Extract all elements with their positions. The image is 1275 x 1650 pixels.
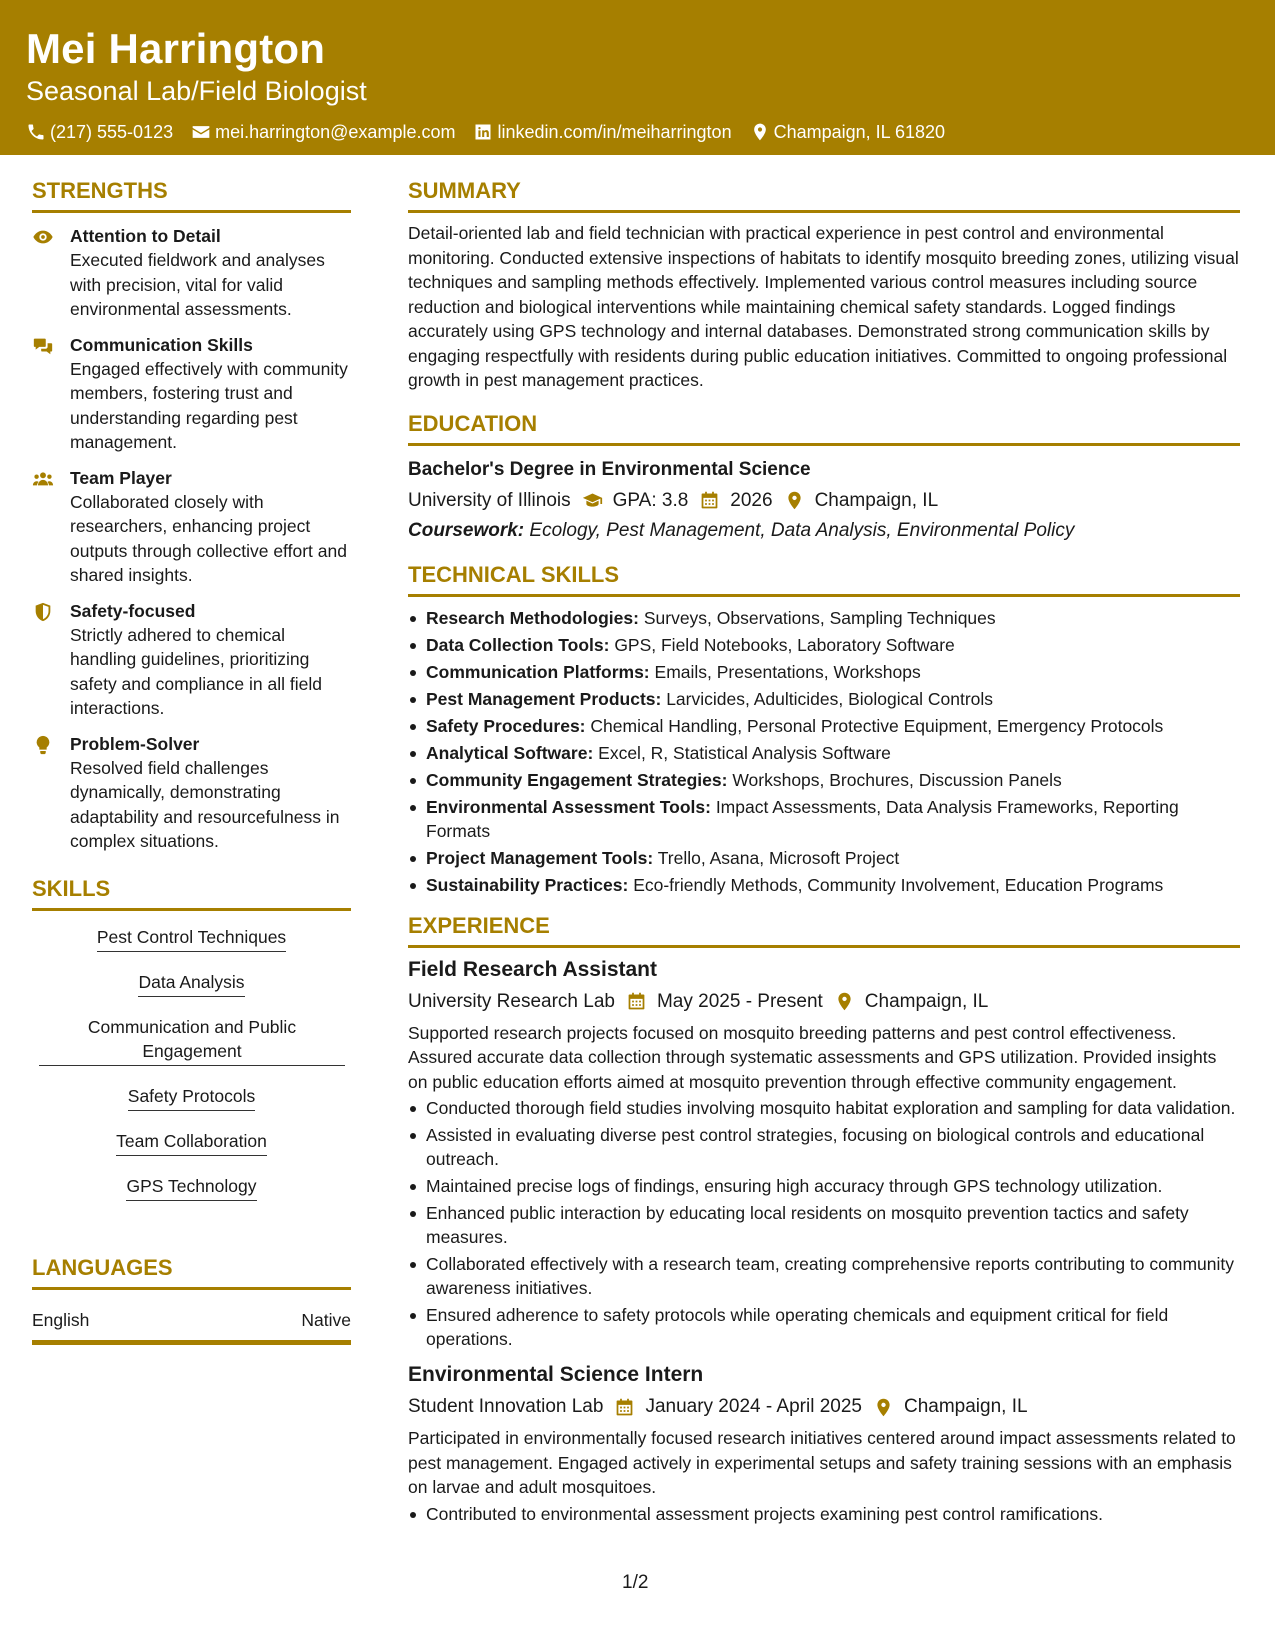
education-year: 2026 (730, 489, 773, 511)
strength-desc: Executed fieldwork and analyses with precision, vital for valid environmental assessments. (70, 250, 325, 319)
languages-heading: LANGUAGES (32, 1253, 351, 1290)
experience-heading: EXPERIENCE (408, 911, 1240, 948)
strength-item (32, 466, 351, 588)
tech-skill-label: Environmental Assessment Tools: (426, 796, 711, 817)
list-item: Collaborated effectively with a research team, creating comprehensive reports contributing to community awareness initiatives. (408, 1252, 1240, 1300)
education-meta (408, 486, 1240, 516)
education-location: Champaign, IL (814, 489, 939, 511)
contact-email[interactable] (191, 121, 455, 143)
list-item (408, 633, 1240, 657)
job-title: Environmental Science Intern (408, 1363, 704, 1386)
strength-title: Team Player (70, 467, 172, 488)
job-entry (408, 1361, 1240, 1526)
contact-linkedin[interactable] (473, 121, 731, 143)
contact-location (750, 121, 945, 143)
strengths-heading: STRENGTHS (32, 176, 351, 213)
candidate-name: Mei Harrington (26, 25, 326, 72)
candidate-title: Seasonal Lab/Field Biologist (26, 76, 367, 106)
tech-skill-label: Project Management Tools: (426, 847, 654, 868)
map-marker-icon (873, 1397, 894, 1418)
language-name: English (32, 1309, 90, 1330)
list-item: Ensured adherence to safety protocols while operating chemicals and equipment critical for field operations. (408, 1303, 1240, 1351)
linkedin-icon (473, 122, 493, 142)
language-row (32, 1308, 351, 1345)
job-bullets (408, 1096, 1240, 1351)
strength-title: Problem-Solver (70, 733, 200, 754)
tech-skill-label: Community Engagement Strategies: (426, 769, 728, 790)
technical-skills-heading: TECHNICAL SKILLS (408, 560, 1240, 597)
job-bullets (408, 1502, 1240, 1526)
tech-skill-value: Impact Assessments, Data Analysis Frameworks, Reporting Formats (426, 796, 1179, 841)
list-item (408, 687, 1240, 711)
education-coursework (408, 517, 1240, 545)
job-meta (408, 987, 1240, 1017)
skill-tag: Communication and Public Engagement (39, 1015, 345, 1066)
list-item (408, 768, 1240, 792)
job-description: Participated in environmentally focused research initiatives centered around impact assessments related to pest management. Engaged actively in experimental setups and safety training sessions with an emphasis on larvae and adult mosquitoes. (408, 1428, 1236, 1497)
left-column (32, 176, 351, 1345)
list-item: Maintained precise logs of findings, ensuring high accuracy through GPS technology utilization. (408, 1174, 1240, 1198)
contact-row (26, 121, 1275, 143)
strength-desc: Resolved field challenges dynamically, demonstrating adaptability and resourcefulness in complex situations. (70, 757, 340, 851)
tech-skill-label: Sustainability Practices: (426, 874, 629, 895)
list-item: Assisted in evaluating diverse pest control strategies, focusing on biological controls and educational outreach. (408, 1123, 1240, 1171)
map-marker-icon (750, 122, 770, 142)
tech-skill-value: GPS, Field Notebooks, Laboratory Software (614, 634, 955, 655)
job-dates: May 2025 - Present (656, 990, 823, 1012)
map-marker-icon (784, 490, 805, 511)
users-icon (32, 468, 54, 490)
job-org: Student Innovation Lab (408, 1396, 604, 1417)
tech-skill-label: Analytical Software: (426, 742, 594, 763)
tech-skill-value: Chemical Handling, Personal Protective Equipment, Emergency Protocols (590, 715, 1164, 736)
calendar-icon (699, 490, 720, 511)
phone-text: (217) 555-0123 (50, 122, 174, 142)
job-title: Field Research Assistant (408, 957, 657, 981)
comments-icon (32, 335, 54, 357)
skill-tag: Safety Protocols (128, 1084, 255, 1111)
eye-icon (32, 226, 54, 248)
technical-skills-list (408, 606, 1240, 897)
list-item (408, 873, 1240, 897)
list-item (408, 660, 1240, 684)
skill-tag: Data Analysis (138, 970, 244, 997)
page-number: 1/2 (622, 1572, 649, 1593)
tech-skill-value: Surveys, Observations, Sampling Techniques (643, 607, 996, 628)
skills-heading: SKILLS (32, 874, 351, 911)
tech-skill-value: Excel, R, Statistical Analysis Software (598, 742, 891, 763)
list-item: Contributed to environmental assessment projects examining pest control ramifications. (408, 1502, 1240, 1526)
tech-skill-value: Emails, Presentations, Workshops (654, 661, 921, 682)
strength-title: Safety-focused (70, 600, 196, 621)
coursework-text: Ecology, Pest Management, Data Analysis, Environmental Policy (529, 519, 1075, 541)
coursework-label: Coursework: (408, 519, 525, 541)
graduation-cap-icon (582, 490, 603, 511)
education-heading: EDUCATION (408, 409, 1240, 446)
list-item: Enhanced public interaction by educating local residents on mosquito prevention tactics and safety measures. (408, 1201, 1240, 1249)
strength-desc: Collaborated closely with researchers, enhancing project outputs through collective effort and shared insights. (70, 491, 347, 585)
calendar-icon (614, 1397, 635, 1418)
strength-desc: Engaged effectively with community members, fostering trust and understanding regarding pest management. (70, 358, 348, 452)
job-description: Supported research projects focused on mosquito breeding patterns and pest control effectiveness. Assured accurate data collection through systematic assessments and GPS utilization. Provided insights on public education efforts aimed at mosquito prevention through effective community engagement. (408, 1022, 1217, 1092)
job-meta (408, 1392, 1240, 1422)
skill-tag: Team Collaboration (116, 1129, 267, 1156)
list-item (408, 741, 1240, 765)
list-item: Conducted thorough field studies involving mosquito habitat exploration and sampling for data validation. (408, 1096, 1240, 1120)
education-gpa: GPA: 3.8 (612, 489, 689, 511)
strength-title: Communication Skills (70, 334, 253, 355)
shield-icon (32, 601, 54, 623)
map-marker-icon (834, 991, 855, 1012)
phone-icon (26, 122, 46, 142)
linkedin-text: linkedin.com/in/meiharrington (497, 122, 732, 142)
email-text: mei.harrington@example.com (215, 122, 456, 142)
skills-list (32, 925, 351, 1219)
strength-item (32, 599, 351, 721)
job-location: Champaign, IL (864, 990, 989, 1012)
summary-heading: SUMMARY (408, 176, 1240, 213)
tech-skill-label: Pest Management Products: (426, 688, 662, 709)
list-item (408, 606, 1240, 630)
skill-tag: Pest Control Techniques (97, 925, 286, 952)
tech-skill-value: Eco-friendly Methods, Community Involvement, Education Programs (633, 874, 1164, 895)
strength-item (32, 224, 351, 322)
contact-phone[interactable] (26, 121, 173, 143)
location-text: Champaign, IL 61820 (773, 122, 946, 142)
lightbulb-icon (32, 734, 54, 756)
job-location: Champaign, IL (903, 1396, 1028, 1417)
job-dates: January 2024 - April 2025 (645, 1396, 862, 1417)
resume-header (0, 0, 1275, 155)
language-level: Native (301, 1309, 351, 1330)
calendar-icon (626, 991, 647, 1012)
job-entry (408, 956, 1240, 1352)
tech-skill-label: Data Collection Tools: (426, 634, 610, 655)
strength-item (32, 732, 351, 854)
strength-desc: Strictly adhered to chemical handling guidelines, prioritizing safety and compliance in all field interactions. (70, 624, 322, 718)
tech-skill-value: Larvicides, Adulticides, Biological Controls (666, 688, 994, 709)
list-item (408, 714, 1240, 738)
right-column (408, 176, 1240, 1529)
list-item (408, 795, 1240, 843)
tech-skill-value: Workshops, Brochures, Discussion Panels (732, 769, 1062, 790)
tech-skill-label: Research Methodologies: (426, 607, 639, 628)
envelope-icon (191, 122, 211, 142)
education-degree: Bachelor's Degree in Environmental Science (408, 458, 811, 480)
strength-title: Attention to Detail (70, 226, 221, 246)
skill-tag: GPS Technology (126, 1174, 256, 1201)
tech-skill-label: Safety Procedures: (426, 715, 586, 736)
education-school: University of Illinois (408, 489, 571, 511)
list-item (408, 846, 1240, 870)
tech-skill-label: Communication Platforms: (426, 661, 650, 682)
tech-skill-value: Trello, Asana, Microsoft Project (657, 847, 900, 868)
strength-item (32, 333, 351, 455)
job-org: University Research Lab (408, 990, 615, 1012)
summary-text: Detail-oriented lab and field technician with practical experience in pest control and environmental monitoring. Conducted extensive inspections of habitats to identify mosquito breeding zones, utilizing visual techniques and sampling methods effectively. Implemented various control measures including source reduction and biological interventions while maintaining chemical safety standards. Logged findings accurately using GPS technology and internal databases. Demonstrated strong communication skills by engaging respectfully with residents during public education initiatives. Committed to ongoing professional growth in pest management practices. (408, 223, 1239, 390)
